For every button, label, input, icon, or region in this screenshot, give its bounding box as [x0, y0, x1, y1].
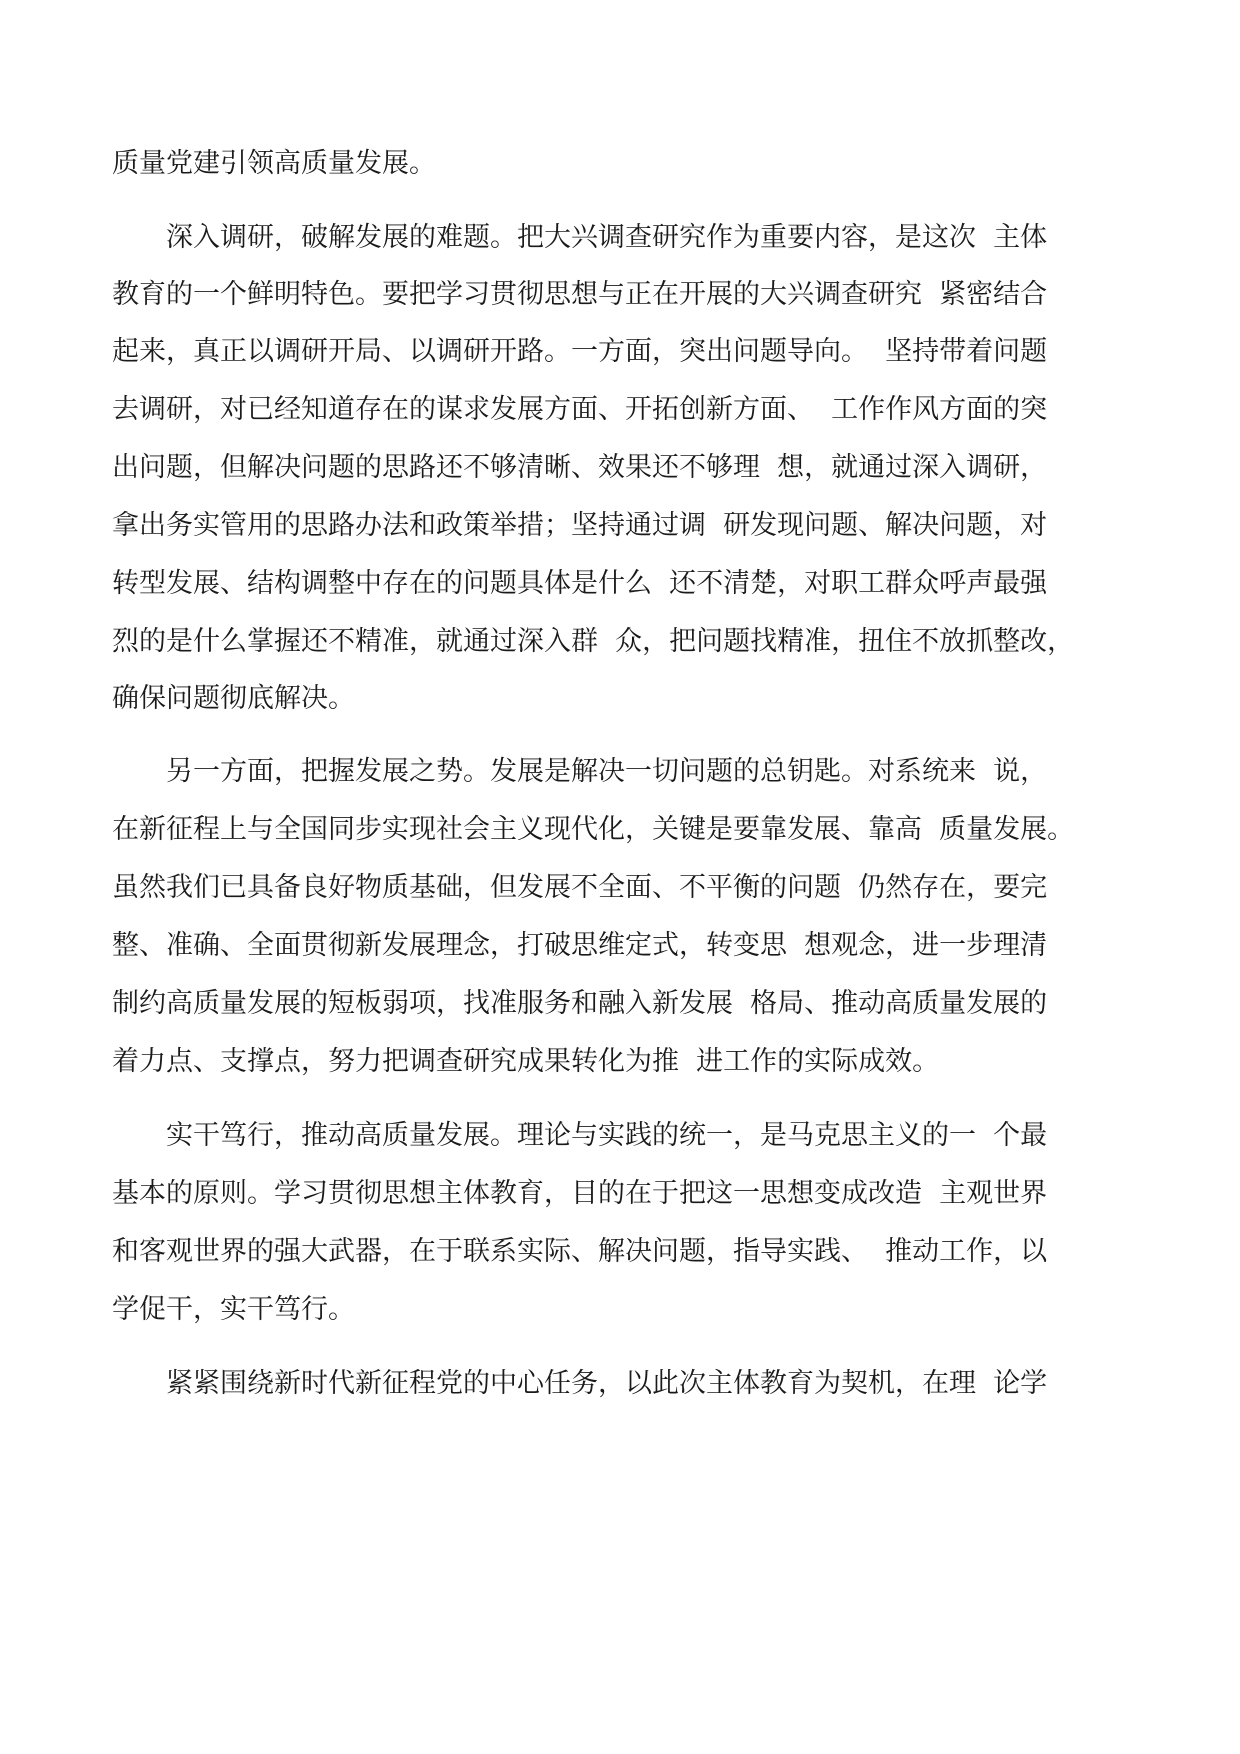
text-line: 在新征程上与全国同步实现社会主义现代化，关键是要靠发展、靠高 质量发展。 [112, 814, 1075, 845]
text-line: 出问题，但解决问题的思路还不够清晰、效果还不够理 想，就通过深入调研， [112, 452, 1048, 483]
text-line: 和客观世界的强大武器，在于联系实际、解决问题，指导实践、 推动工作，以 [112, 1236, 1048, 1267]
text-line: 确保问题彻底解决。 [112, 683, 355, 714]
paragraph-first-line: 紧紧围绕新时代新征程党的中心任务，以此次主体教育为契机，在理 论学 [166, 1368, 1048, 1399]
text-line: 起来，真正以调研开局、以调研开路。一方面，突出问题导向。 坚持带着问题 [112, 336, 1048, 367]
text-line: 整、准确、全面贯彻新发展理念，打破思维定式，转变思 想观念，进一步理清 [112, 930, 1048, 961]
text-line: 制约高质量发展的短板弱项，找准服务和融入新发展 格局、推动高质量发展的 [112, 988, 1048, 1019]
text-line: 学促干，实干笃行。 [112, 1294, 355, 1325]
paragraph-first-line: 实干笃行，推动高质量发展。理论与实践的统一，是马克思主义的一 个最 [166, 1120, 1048, 1151]
text-line: 质量党建引领高质量发展。 [112, 148, 436, 179]
paragraph-first-line: 另一方面，把握发展之势。发展是解决一切问题的总钥匙。对系统来 说， [166, 756, 1048, 787]
text-line: 着力点、支撑点，努力把调查研究成果转化为推 进工作的实际成效。 [112, 1046, 940, 1077]
text-line: 烈的是什么掌握还不精准，就通过深入群 众，把问题找精准，扭住不放抓整改， [112, 626, 1075, 657]
text-line: 去调研，对已经知道存在的谋求发展方面、开拓创新方面、 工作作风方面的突 [112, 394, 1048, 425]
text-line: 转型发展、结构调整中存在的问题具体是什么 还不清楚，对职工群众呼声最强 [112, 568, 1048, 599]
paragraph-first-line: 深入调研，破解发展的难题。把大兴调查研究作为重要内容，是这次 主体 [166, 222, 1048, 253]
text-line: 拿出务实管用的思路办法和政策举措；坚持通过调 研发现问题、解决问题，对 [112, 510, 1048, 541]
text-line: 基本的原则。学习贯彻思想主体教育，目的在于把这一思想变成改造 主观世界 [112, 1178, 1048, 1209]
text-line: 教育的一个鲜明特色。要把学习贯彻思想与正在开展的大兴调查研究 紧密结合 [112, 279, 1048, 310]
text-line: 虽然我们已具备良好物质基础，但发展不全面、不平衡的问题 仍然存在，要完 [112, 872, 1048, 903]
